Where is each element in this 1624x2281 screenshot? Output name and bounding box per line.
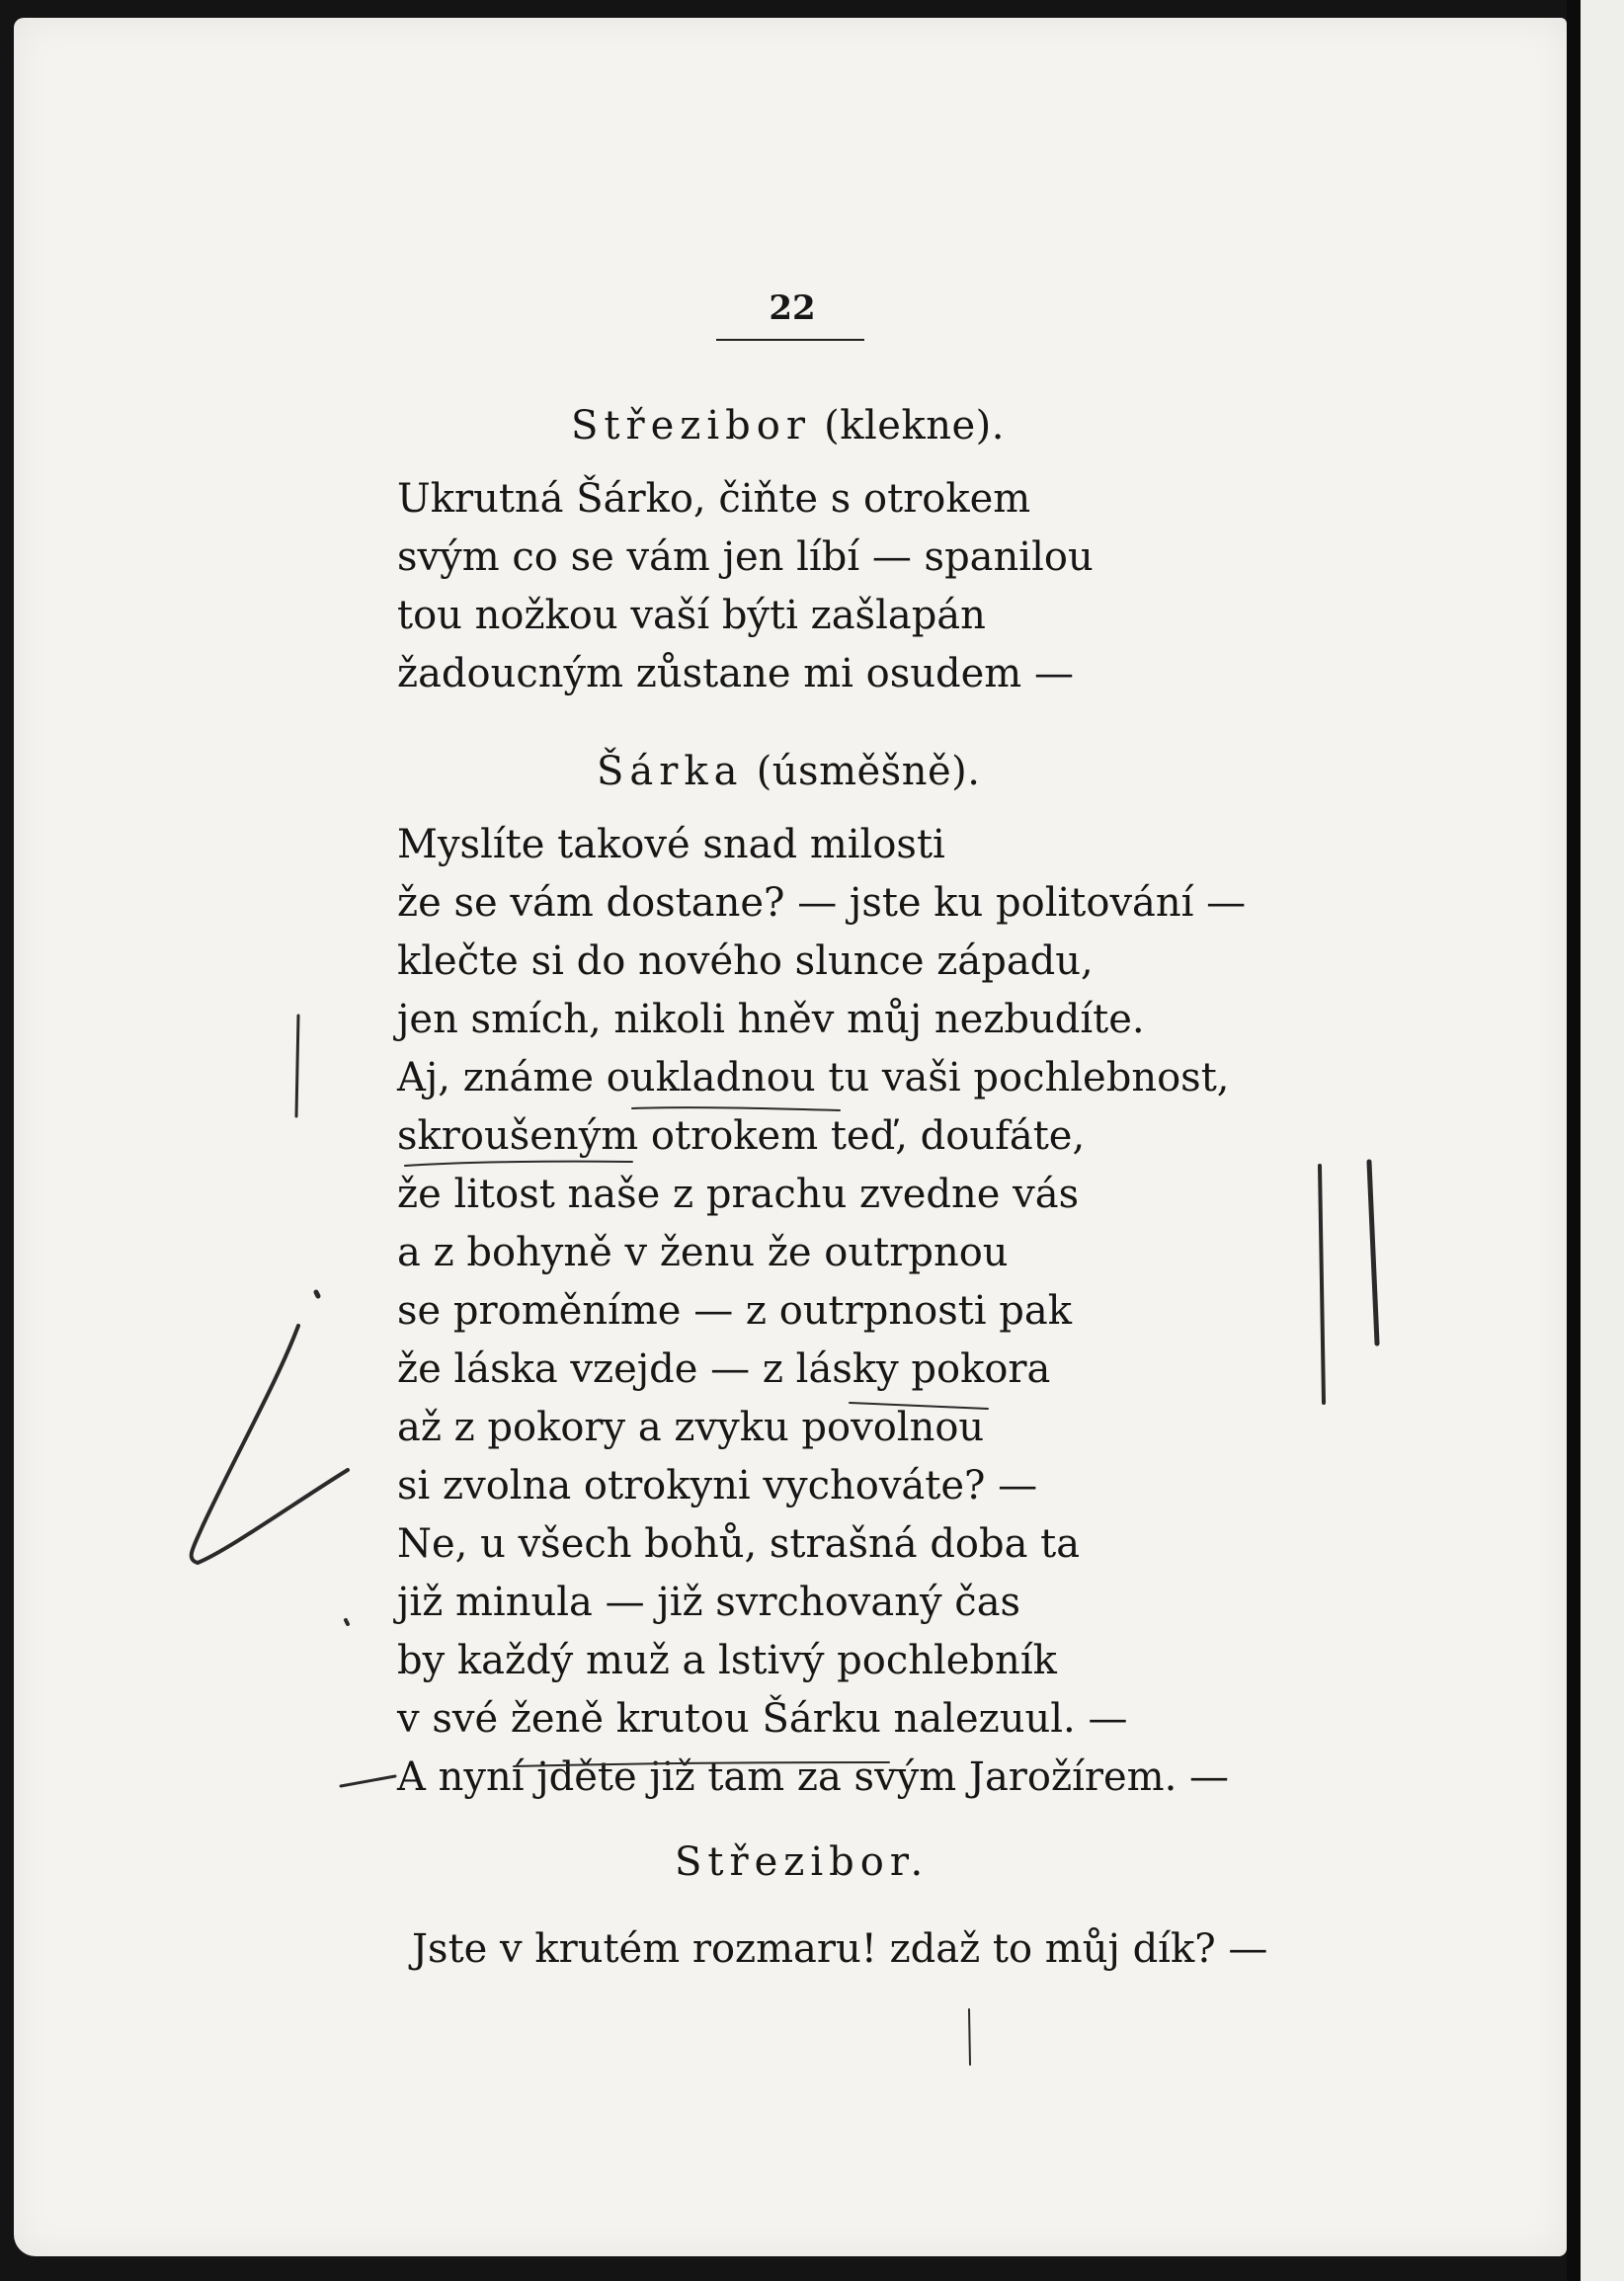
verse-line: se proměníme — z outrpnosti pak	[397, 1288, 1072, 1334]
speaker-name: Střezibor.	[675, 1839, 930, 1885]
page-number: 22	[769, 288, 816, 328]
verse-line: tou nožkou vaší býti zašlapán	[397, 593, 986, 638]
speaker-name: Šárka	[597, 749, 744, 794]
pencil-dot-mark	[346, 1620, 348, 1624]
pencil-side-mark	[1320, 1166, 1324, 1403]
verse-line: již minula — již svrchovaný čas	[397, 1580, 1021, 1625]
verse-line: Aj, známe oukladnou tu vaši pochlebnost,	[397, 1055, 1230, 1100]
stage-direction: (klekne).	[824, 403, 1005, 448]
verse-line: a z bohyně v ženu že outrpnou	[397, 1230, 1009, 1275]
pencil-underline	[514, 1762, 889, 1766]
pencil-underline	[405, 1162, 632, 1166]
pencil-side-mark	[1369, 1162, 1377, 1344]
verse-line: že litost naše z prachu zvedne vás	[397, 1172, 1080, 1217]
verse-line: skroušeným otrokem teď, doufáte,	[397, 1113, 1086, 1159]
verse-line: by každý muž a lstivý pochlebník	[397, 1638, 1057, 1683]
verse-line: jen smích, nikoli hněv můj nezbudíte.	[397, 997, 1145, 1042]
verse-line: že se vám dostane? — jste ku politování —	[397, 880, 1247, 926]
verse-line: až z pokory a zvyku povolnou	[397, 1405, 985, 1450]
pencil-bracket-mark	[296, 1016, 298, 1116]
verse-line: klečte si do nového slunce západu,	[397, 938, 1094, 984]
pencil-check-mark	[192, 1326, 348, 1563]
verse-line: Ukrutná Šárko, čiňte s otrokem	[397, 476, 1031, 522]
verse-line: Jste v krutém rozmaru! zdaž to můj dík? —	[412, 1926, 1268, 1972]
stage-direction: (úsměšně).	[756, 749, 981, 794]
verse-line: si zvolna otrokyni vychováte? —	[397, 1463, 1038, 1508]
verse-line: A nyní jděte již tam za svým Jarožírem. —	[397, 1754, 1230, 1800]
verse-line: že láska vzejde — z lásky pokora	[397, 1346, 1051, 1392]
speaker-name: Střezibor	[571, 403, 811, 448]
verse-line: svým co se vám jen líbí — spanilou	[397, 534, 1094, 580]
verse-line: v své ženě krutou Šárku nalezuul. —	[397, 1696, 1128, 1742]
verse-line: žadoucným zůstane mi osudem —	[397, 651, 1074, 696]
verse-line: Myslíte takové snad milosti	[397, 822, 945, 867]
pencil-underline	[341, 1776, 395, 1786]
pencil-side-mark	[969, 2009, 970, 2065]
verse-line: Ne, u všech bohů, strašná doba ta	[397, 1521, 1081, 1567]
pencil-underline	[850, 1403, 988, 1409]
pencil-underline	[632, 1107, 840, 1110]
pencil-dot-mark	[316, 1292, 318, 1296]
